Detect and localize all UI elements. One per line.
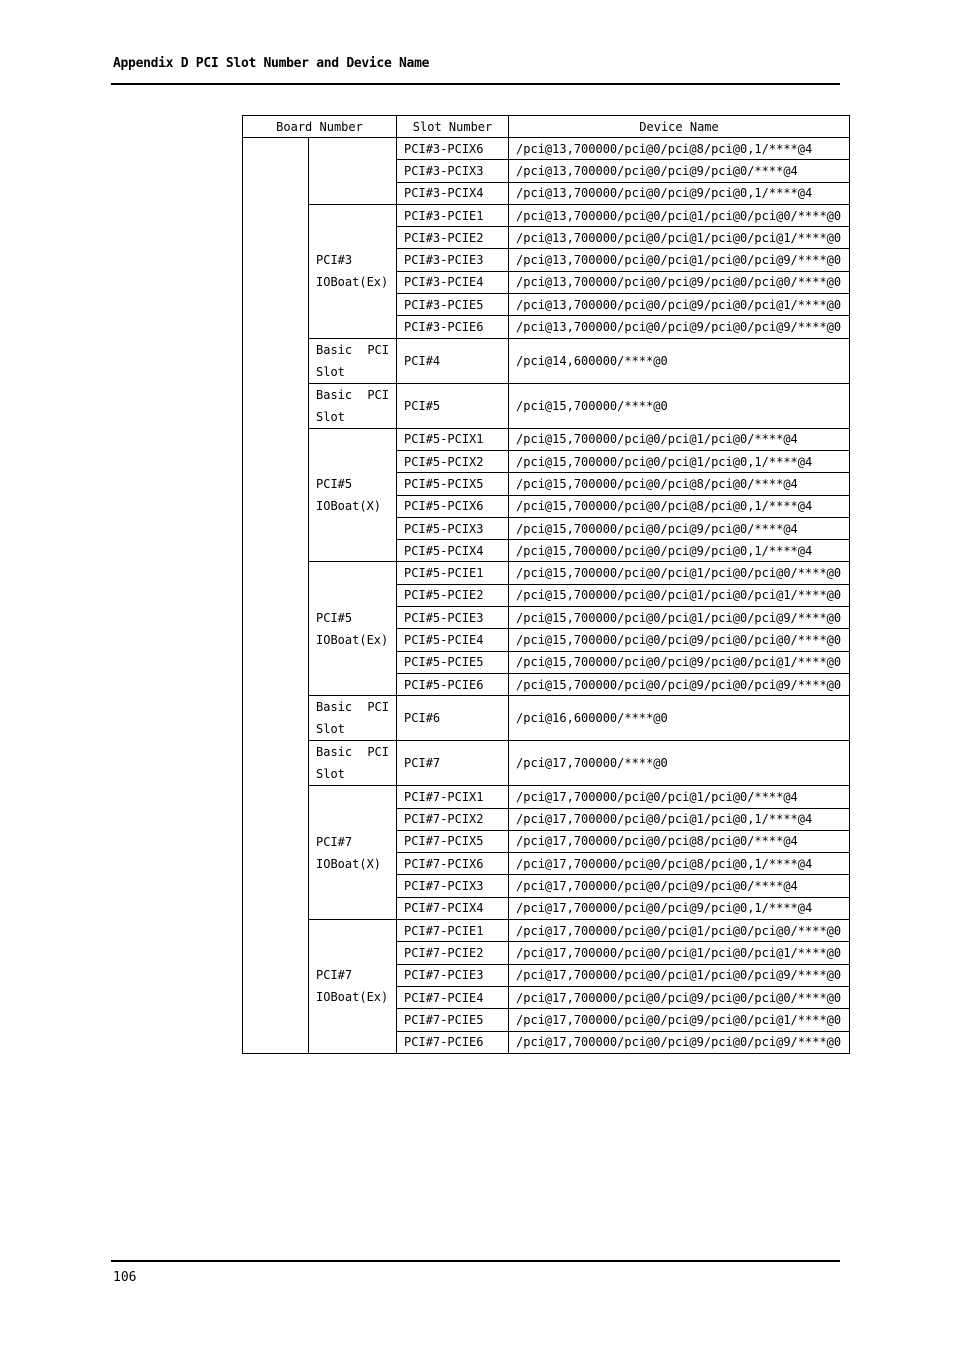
table-row xyxy=(243,204,850,226)
slot-number-cell: PCI#7-PCIE4 xyxy=(397,986,509,1008)
slot-number-cell: PCI#3-PCIE1 xyxy=(397,204,509,226)
group-label-line: IOBoat(X) xyxy=(316,856,382,871)
slot-number-cell: PCI#7-PCIE1 xyxy=(397,920,509,942)
device-name-cell: /pci@15,700000/pci@0/pci@9/pci@0/pci@0/****@0 xyxy=(509,629,850,651)
group-label-line: PCI#7 xyxy=(316,968,353,983)
group-label-line: PCI#5 xyxy=(316,610,353,625)
device-name-cell: /pci@15,700000/****@0 xyxy=(509,383,850,428)
group-label-cell xyxy=(309,138,397,205)
device-name-cell: /pci@15,700000/pci@0/pci@1/pci@0/****@4 xyxy=(509,428,850,450)
table-row xyxy=(243,138,850,160)
device-name-cell: /pci@13,700000/pci@0/pci@8/pci@0,1/****@4 xyxy=(509,138,850,160)
device-name-cell: /pci@15,700000/pci@0/pci@1/pci@0/pci@9/****@0 xyxy=(509,607,850,629)
group-label-line: IOBoat(Ex) xyxy=(316,632,389,647)
device-name-cell: /pci@13,700000/pci@0/pci@9/pci@0/pci@9/****@0 xyxy=(509,316,850,338)
slot-number-cell: PCI#7-PCIE5 xyxy=(397,1009,509,1031)
slot-number-cell: PCI#7 xyxy=(397,741,509,786)
slot-number-cell: PCI#5-PCIE3 xyxy=(397,607,509,629)
slot-number-cell: PCI#7-PCIX6 xyxy=(397,853,509,875)
slot-number-cell: PCI#7-PCIX3 xyxy=(397,875,509,897)
group-label-cell xyxy=(309,786,397,920)
group-label-cell xyxy=(309,741,397,786)
device-name-cell: /pci@17,700000/pci@0/pci@1/pci@0/pci@1/****@0 xyxy=(509,942,850,964)
slot-number-cell: PCI#3-PCIE2 xyxy=(397,227,509,249)
slot-number-cell: PCI#7-PCIE3 xyxy=(397,964,509,986)
slot-number-cell: PCI#5-PCIX3 xyxy=(397,517,509,539)
device-name-cell: /pci@13,700000/pci@0/pci@9/pci@0/pci@1/****@0 xyxy=(509,294,850,316)
slot-number-cell: PCI#3-PCIE5 xyxy=(397,294,509,316)
page-number: 106 xyxy=(113,1270,137,1285)
slot-number-cell: PCI#3-PCIX4 xyxy=(397,182,509,204)
device-name-cell: /pci@15,700000/pci@0/pci@9/pci@0/****@4 xyxy=(509,517,850,539)
device-name-cell: /pci@17,700000/pci@0/pci@8/pci@0,1/****@4 xyxy=(509,853,850,875)
device-name-cell: /pci@15,700000/pci@0/pci@8/pci@0/****@4 xyxy=(509,473,850,495)
device-name-cell: /pci@17,700000/pci@0/pci@1/pci@0/pci@0/****@0 xyxy=(509,920,850,942)
device-name-cell: /pci@15,700000/pci@0/pci@1/pci@0,1/****@4 xyxy=(509,450,850,472)
device-name-cell: /pci@17,700000/pci@0/pci@1/pci@0/****@4 xyxy=(509,786,850,808)
device-name-cell: /pci@13,700000/pci@0/pci@1/pci@0/pci@0/****@0 xyxy=(509,204,850,226)
page-header-title: Appendix D PCI Slot Number and Device Name xyxy=(113,56,430,71)
device-name-cell: /pci@15,700000/pci@0/pci@8/pci@0,1/****@4 xyxy=(509,495,850,517)
device-name-cell: /pci@15,700000/pci@0/pci@9/pci@0/pci@9/****@0 xyxy=(509,673,850,695)
slot-number-cell: PCI#5-PCIE5 xyxy=(397,651,509,673)
group-label-line: PCI#5 xyxy=(316,477,353,492)
group-label-line: PCI#7 xyxy=(316,834,353,849)
group-label-line: IOBoat(Ex) xyxy=(316,990,389,1005)
slot-number-cell: PCI#5-PCIX1 xyxy=(397,428,509,450)
footer-rule xyxy=(111,1260,840,1262)
table-row xyxy=(243,383,850,428)
board-number-cell xyxy=(243,138,309,1054)
group-label-line: Basic PCI Slot xyxy=(316,387,390,424)
slot-number-cell: PCI#5-PCIX4 xyxy=(397,540,509,562)
slot-number-cell: PCI#5-PCIE6 xyxy=(397,673,509,695)
group-label-line: PCI#3 xyxy=(316,253,353,268)
device-name-cell: /pci@17,700000/pci@0/pci@9/pci@0/pci@1/****@0 xyxy=(509,1009,850,1031)
table-body xyxy=(243,138,850,1054)
table-row xyxy=(243,741,850,786)
group-label-cell xyxy=(309,204,397,338)
pci-slot-table xyxy=(242,115,850,1054)
slot-number-cell: PCI#5-PCIE4 xyxy=(397,629,509,651)
group-label-cell xyxy=(309,562,397,696)
slot-number-cell: PCI#5 xyxy=(397,383,509,428)
table-row xyxy=(243,696,850,741)
device-name-cell: /pci@17,700000/pci@0/pci@1/pci@0/pci@9/****@0 xyxy=(509,964,850,986)
slot-number-cell: PCI#3-PCIX3 xyxy=(397,160,509,182)
slot-number-cell: PCI#6 xyxy=(397,696,509,741)
device-name-cell: /pci@14,600000/****@0 xyxy=(509,338,850,383)
device-name-cell: /pci@15,700000/pci@0/pci@9/pci@0,1/****@4 xyxy=(509,540,850,562)
column-header-board-number: Board Number xyxy=(243,116,397,138)
group-label-line: IOBoat(Ex) xyxy=(316,275,389,290)
slot-number-cell: PCI#7-PCIX5 xyxy=(397,830,509,852)
table-row xyxy=(243,562,850,584)
device-name-cell: /pci@13,700000/pci@0/pci@1/pci@0/pci@1/****@0 xyxy=(509,227,850,249)
slot-number-cell: PCI#3-PCIE6 xyxy=(397,316,509,338)
device-name-cell: /pci@17,700000/pci@0/pci@8/pci@0/****@4 xyxy=(509,830,850,852)
slot-number-cell: PCI#7-PCIX4 xyxy=(397,897,509,919)
group-label-line: Basic PCI Slot xyxy=(316,745,390,782)
group-label-cell xyxy=(309,383,397,428)
slot-number-cell: PCI#7-PCIX1 xyxy=(397,786,509,808)
slot-number-cell: PCI#4 xyxy=(397,338,509,383)
slot-number-cell: PCI#3-PCIE3 xyxy=(397,249,509,271)
column-header-device-name: Device Name xyxy=(509,116,850,138)
device-name-cell: /pci@17,700000/pci@0/pci@1/pci@0,1/****@4 xyxy=(509,808,850,830)
group-label-cell xyxy=(309,428,397,562)
slot-number-cell: PCI#3-PCIX6 xyxy=(397,138,509,160)
slot-number-cell: PCI#5-PCIE1 xyxy=(397,562,509,584)
table-row xyxy=(243,338,850,383)
group-label-cell xyxy=(309,338,397,383)
slot-number-cell: PCI#7-PCIE6 xyxy=(397,1031,509,1053)
column-header-slot-number: Slot Number xyxy=(397,116,509,138)
table-header-row xyxy=(243,116,850,138)
table-row xyxy=(243,428,850,450)
group-label-line: IOBoat(X) xyxy=(316,499,382,514)
device-name-cell: /pci@13,700000/pci@0/pci@1/pci@0/pci@9/****@0 xyxy=(509,249,850,271)
slot-number-cell: PCI#5-PCIX5 xyxy=(397,473,509,495)
slot-number-cell: PCI#7-PCIE2 xyxy=(397,942,509,964)
device-name-cell: /pci@16,600000/****@0 xyxy=(509,696,850,741)
slot-number-cell: PCI#5-PCIX2 xyxy=(397,450,509,472)
device-name-cell: /pci@13,700000/pci@0/pci@9/pci@0/****@4 xyxy=(509,160,850,182)
device-name-cell: /pci@17,700000/pci@0/pci@9/pci@0/****@4 xyxy=(509,875,850,897)
device-name-cell: /pci@13,700000/pci@0/pci@9/pci@0/pci@0/****@0 xyxy=(509,271,850,293)
device-name-cell: /pci@13,700000/pci@0/pci@9/pci@0,1/****@4 xyxy=(509,182,850,204)
device-name-cell: /pci@15,700000/pci@0/pci@1/pci@0/pci@1/****@0 xyxy=(509,584,850,606)
header-rule xyxy=(111,83,840,85)
device-name-cell: /pci@15,700000/pci@0/pci@1/pci@0/pci@0/****@0 xyxy=(509,562,850,584)
slot-number-cell: PCI#7-PCIX2 xyxy=(397,808,509,830)
table-row xyxy=(243,786,850,808)
device-name-cell: /pci@17,700000/pci@0/pci@9/pci@0/pci@0/****@0 xyxy=(509,986,850,1008)
slot-number-cell: PCI#5-PCIX6 xyxy=(397,495,509,517)
group-label-cell xyxy=(309,920,397,1054)
device-name-cell: /pci@17,700000/pci@0/pci@9/pci@0,1/****@4 xyxy=(509,897,850,919)
device-name-cell: /pci@15,700000/pci@0/pci@9/pci@0/pci@1/****@0 xyxy=(509,651,850,673)
device-name-cell: /pci@17,700000/pci@0/pci@9/pci@0/pci@9/****@0 xyxy=(509,1031,850,1053)
group-label-cell xyxy=(309,696,397,741)
slot-number-cell: PCI#3-PCIE4 xyxy=(397,271,509,293)
group-label-line: Basic PCI Slot xyxy=(316,700,390,737)
slot-number-cell: PCI#5-PCIE2 xyxy=(397,584,509,606)
device-name-cell: /pci@17,700000/****@0 xyxy=(509,741,850,786)
group-label-line: Basic PCI Slot xyxy=(316,342,390,379)
table-row xyxy=(243,920,850,942)
